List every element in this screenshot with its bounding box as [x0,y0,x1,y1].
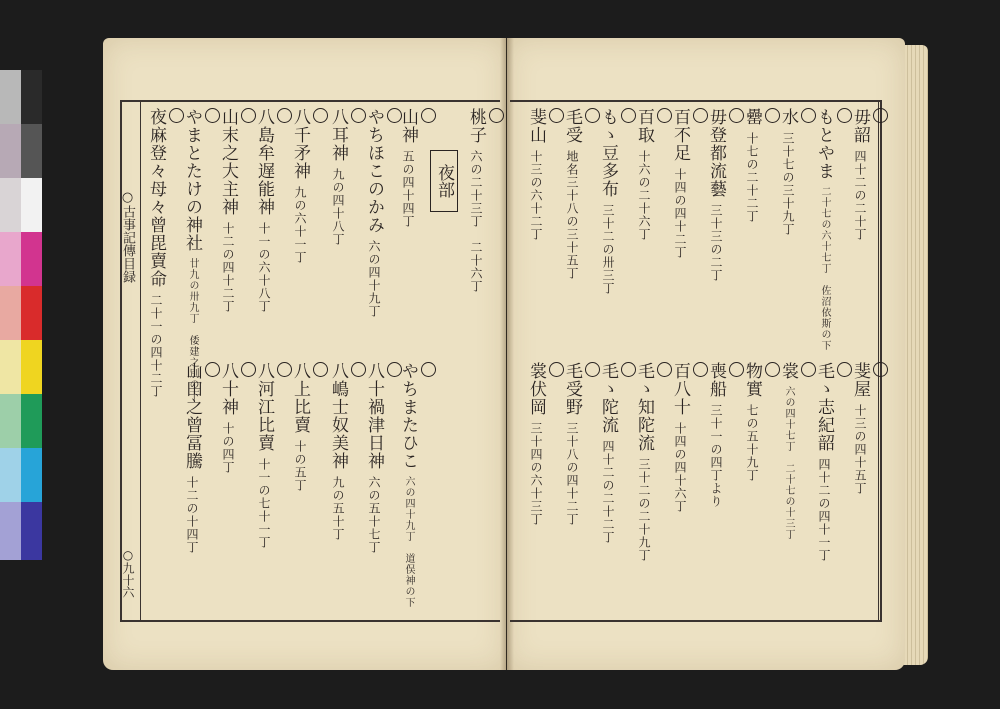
entry-ref: 十四の四十六丁 [673,422,687,513]
entry [560,362,600,526]
entry [848,108,888,241]
entry-name: 裳 [778,362,798,380]
entry [396,108,436,228]
entry-ref: 四十二の二十丁 [853,150,867,241]
entry-ref: 十四の四十二丁 [673,168,687,259]
entry [326,362,366,541]
entry-name: 山神 [398,108,418,144]
circle-mark [801,108,816,123]
entry-ref: 三十四の六十三丁 [529,422,543,526]
entry-name: 八耳神 [328,108,348,162]
entry [632,362,672,562]
circle-mark [693,362,708,377]
circle-mark [241,362,256,377]
circle-mark [549,362,564,377]
entry-ref: 九の六十一丁 [293,186,307,264]
entry [252,362,292,549]
circle-mark [351,362,366,377]
entry-ref: 二十七の六十七丁 佐沼依斯の下 [819,186,830,351]
entry-name: 八上比賣 [290,362,310,434]
entry [396,362,436,608]
entry-name: 桃子 [466,108,486,144]
entry-name: 水 [778,108,798,126]
entry-name: 八十禍津日神 [364,362,384,470]
circle-mark [549,108,564,123]
entry-ref: 十三の六十二丁 [529,150,543,241]
entry [362,362,402,554]
circle-mark [387,362,402,377]
entry [668,108,708,259]
entry-ref: 十六の二十六丁 [637,150,651,241]
entry [812,362,852,562]
entry-name: 八嶋士奴美神 [328,362,348,470]
entry-ref: 十七の二十二丁 [745,132,759,223]
circle-mark [837,362,852,377]
entry-ref: 十二の四十二丁 [221,222,235,313]
entry [776,362,816,540]
entry [144,108,184,398]
entry [180,108,220,401]
entry-name: 毛受野 [562,362,582,416]
entry-ref: 地名三十八の三十五丁 [565,150,579,280]
entry-name: 喪船 [706,362,726,398]
circle-mark [801,362,816,377]
circle-mark [585,108,600,123]
entry-ref: 九の五十丁 [331,476,345,541]
entry-ref: 六の五十七丁 [367,476,381,554]
entry [524,362,564,526]
color-calibration-strip [0,70,42,560]
entry-name: 物實 [742,362,762,398]
entry-name: 山田之曾冨騰 [182,362,202,470]
entry [848,362,888,495]
left-inner-rule [140,100,141,620]
entry-ref: 五の四十四丁 [401,150,415,228]
entry-ref: 三十七の三十九丁 [781,132,795,236]
circle-mark [205,362,220,377]
entry-name: やちまたひこ [398,362,418,470]
entry-ref: 廿九の卅九丁 倭建之別の下 [187,258,198,401]
entry [740,108,780,223]
entry-name: 百取 [634,108,654,144]
entry-name: 百八十 [670,362,690,416]
entry-name: 八河江比賣 [254,362,274,452]
entry-name: やまとたけの神社 [182,108,202,252]
entry [216,108,256,313]
entry [524,108,564,241]
entry-ref: 十一の六十八丁 [257,222,271,313]
circle-mark [489,108,504,123]
entry [596,108,636,295]
entry-ref: 六の四十七丁 二十七の十三丁 [783,386,794,540]
entry [288,362,328,492]
entry-name: 八千矛神 [290,108,310,180]
entry-ref: 三十二の二十九丁 [637,458,651,562]
circle-mark [387,108,402,123]
circle-mark [621,362,636,377]
entry-name: 斐屋 [850,362,870,398]
entry-name: もとやま [814,108,834,180]
entry-name: 八十神 [218,362,238,416]
entry [252,108,292,313]
circle-mark [241,108,256,123]
entry-ref: 十の五丁 [293,440,307,492]
entry [668,362,708,513]
circle-mark [873,108,888,123]
entry-ref: 四十二の四十一丁 [817,458,831,562]
entry-ref: 十の四丁 [221,422,235,474]
entry-name: 裳伏岡 [526,362,546,416]
entry-name: 斐山 [526,108,546,144]
entry-ref: 十一の七十一丁 [257,458,271,549]
entry-ref: 九の四十八丁 [331,168,345,246]
entry-name: 毛ゝ陀流 [598,362,618,434]
circle-mark [169,108,184,123]
entry-ref: 七の五十九丁 [745,404,759,482]
entry [812,108,852,351]
circle-mark [729,108,744,123]
circle-mark [765,108,780,123]
entry-name: もゝ豆多布 [598,108,618,198]
entry [740,362,780,482]
entry-name: 毋登都流藝 [706,108,726,198]
entry-name: 八島牟遅能神 [254,108,274,216]
section-heading: 夜部 [430,150,458,212]
book-title-margin: ○古事記傳目録 [120,190,135,283]
entry-ref: 三十二の卅三丁 [601,204,615,295]
circle-mark [277,108,292,123]
entry-name: 毛ゝ志紀韶 [814,362,834,452]
entry-ref: 三十一の四丁より [709,404,723,508]
entry [632,108,672,241]
circle-mark [621,108,636,123]
entry-name: やちほこのかみ [364,108,384,234]
circle-mark [313,362,328,377]
circle-mark [837,108,852,123]
entry [326,108,366,246]
entry-name: 百不足 [670,108,690,162]
entry-ref: 三十八の四十二丁 [565,422,579,526]
entry-name: 毋韶 [850,108,870,144]
circle-mark [729,362,744,377]
entry-name: 毛ゝ知陀流 [634,362,654,452]
entry [180,362,220,554]
entry-ref: 六の四十九丁 道俣神の下 [403,476,414,608]
entry [704,108,744,282]
circle-mark [351,108,366,123]
entry-ref: 六の二十三丁 二十六丁 [469,150,483,293]
circle-mark [421,362,436,377]
entry [560,108,600,280]
entry-ref: 六の四十九丁 [367,240,381,318]
circle-mark [277,362,292,377]
entry-ref: 十三の四十五丁 [853,404,867,495]
circle-mark [765,362,780,377]
entry-name: 毛受 [562,108,582,144]
entry-ref: 四十二の二十二丁 [601,440,615,544]
entry-ref: 十二の十四丁 [185,476,199,554]
entry-name: 罍 [742,108,762,126]
circle-mark [657,362,672,377]
entry [776,108,816,236]
circle-mark [873,362,888,377]
entry [596,362,636,544]
circle-mark [421,108,436,123]
entry-ref: 三十三の二丁 [709,204,723,282]
entry [216,362,256,474]
entry-ref: 二十一の四十二丁 [149,294,163,398]
page-number: ○九十六 [121,548,135,598]
circle-mark [313,108,328,123]
entry [704,362,744,508]
circle-mark [657,108,672,123]
entry-name: 山末之大主神 [218,108,238,216]
entry [288,108,328,264]
entry [464,108,504,293]
circle-mark [585,362,600,377]
circle-mark [693,108,708,123]
entry-name: 夜麻登々母々曾毘賣命 [146,108,166,288]
circle-mark [205,108,220,123]
entry [362,108,402,318]
